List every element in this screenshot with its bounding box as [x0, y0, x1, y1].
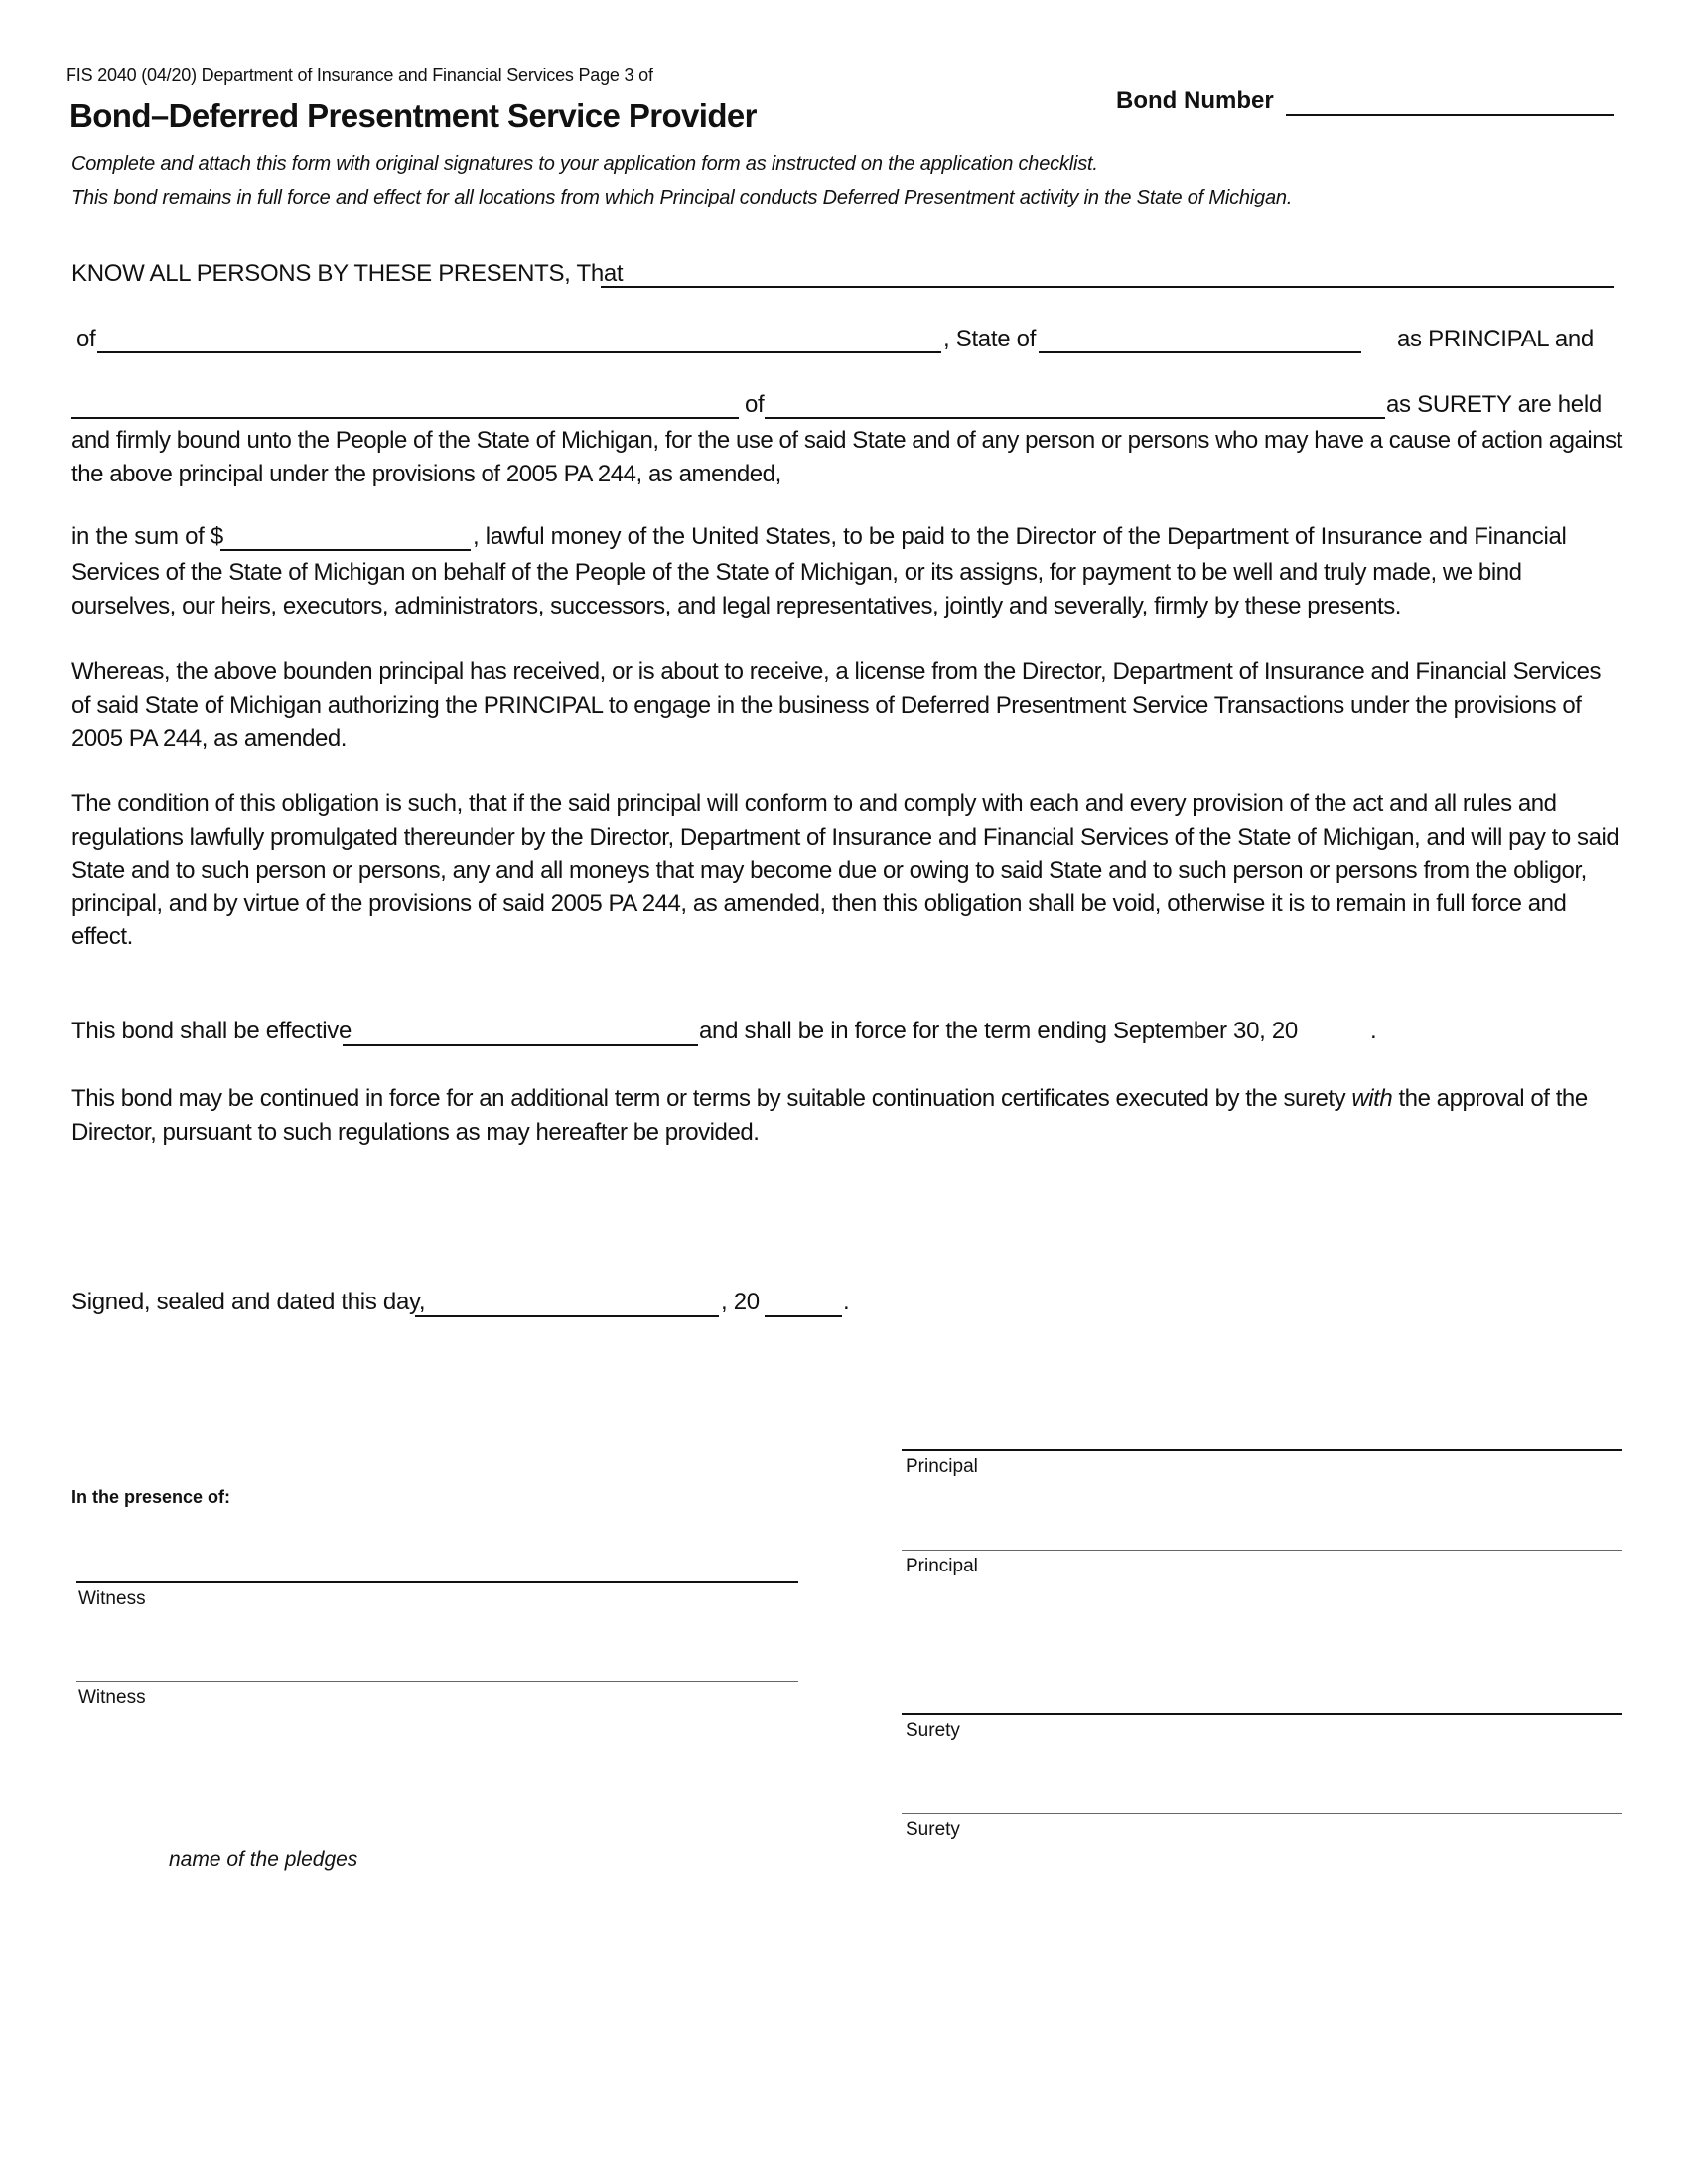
as-principal-label: as PRINCIPAL and [1397, 326, 1594, 352]
instruction-line-1: Complete and attach this form with original signatures to your application form as instructed on the application checklist. [71, 153, 1098, 175]
surety-name-field[interactable] [71, 417, 739, 419]
bond-number-field[interactable] [1286, 114, 1614, 116]
bond-sum-field[interactable] [220, 549, 471, 551]
signed-period: . [843, 1289, 850, 1315]
witness-caption-1: Witness [78, 1588, 146, 1609]
effective-suffix: and shall be in force for the term ending September 30, 20 [699, 1018, 1298, 1044]
surety-location-field[interactable] [765, 417, 1385, 419]
principal-signature-line-1[interactable] [902, 1449, 1622, 1451]
principal-signature-line-2[interactable] [902, 1550, 1622, 1551]
principal-name-field[interactable] [601, 286, 1614, 288]
instruction-line-2: This bond remains in full force and effect for all locations from which Principal conducts Deferred Presentment activity in the State of Michigan. [71, 187, 1293, 208]
witness-caption-2: Witness [78, 1687, 146, 1707]
surety-signature-line-2[interactable] [902, 1813, 1622, 1814]
sum-rest-line-1: , lawful money of the United States, to be paid to the Director of the Department of Insurance and Financial [473, 523, 1567, 550]
principal-address-field[interactable] [97, 351, 941, 353]
continued-text-post: the approval of the Director, pursuant to such regulations as may hereafter be provided. [71, 1085, 1588, 1146]
principal-caption-2: Principal [906, 1556, 978, 1576]
bound-paragraph: and firmly bound unto the People of the State of Michigan, for the use of said State and of any person or persons who may have a cause of action against the above principal under the provisions of 2005 PA 244, as amended, [71, 427, 1622, 487]
signed-day-field[interactable] [415, 1315, 719, 1317]
continued-paragraph [71, 1082, 1625, 1149]
signed-year-field[interactable] [765, 1315, 842, 1317]
state-of-label: , State of [943, 326, 1037, 352]
principal-state-field[interactable] [1039, 351, 1361, 353]
witness-signature-line-2[interactable] [76, 1681, 798, 1682]
sum-paragraph: Services of the State of Michigan on behalf of the People of the State of Michigan, or its assigns, for payment to be well and truly made, we bind ourselves, our heirs, executors, administrators, successors, and legal representatives, jointly and severally, firmly by these presents. [71, 559, 1522, 619]
whereas-paragraph: Whereas, the above bounden principal has received, or is about to receive, a license from the Director, Department of Insurance and Financial Services of said State of Michigan authorizing the PRINCIPAL to engage in the business of Deferred Presentment Service Transactions under the provisions of 2005 PA 244, as amended. [71, 658, 1602, 751]
surety-signature-line-1[interactable] [902, 1713, 1622, 1715]
principal-caption-1: Principal [906, 1456, 978, 1477]
presence-label: In the presence of: [71, 1487, 231, 1507]
continued-text-with: with [1351, 1085, 1393, 1112]
signed-year-label: , 20 [721, 1289, 760, 1315]
form-info: FIS 2040 (04/20) Department of Insurance and Financial Services Page 3 of [66, 66, 653, 85]
of-label: of [76, 326, 96, 352]
effective-period: . [1370, 1018, 1377, 1044]
signed-prefix: Signed, sealed and dated this day, [71, 1289, 426, 1315]
sum-prefix: in the sum of $ [71, 523, 223, 550]
effective-date-field[interactable] [343, 1044, 698, 1046]
surety-caption-2: Surety [906, 1819, 960, 1840]
of-label-2: of [745, 391, 765, 418]
as-surety-label: as SURETY are held [1386, 391, 1602, 418]
surety-caption-1: Surety [906, 1720, 960, 1741]
pledges-label: name of the pledges [169, 1848, 358, 1871]
condition-paragraph: The condition of this obligation is such, that if the said principal will conform to and comply with each and every provision of the act and all rules and regulations lawfully promulgated thereunder by the Director, Department of Insurance and Financial Services of the State of Michigan, and will pay to said State and to such person or persons, any and all moneys that may become due or owing to said State and to such person or persons from the obligor, principal, and by virtue of the provisions of said 2005 PA 244, as amended, then this obligation shall be void, otherwise it is to remain in full force and effect. [71, 790, 1619, 950]
page-title: Bond–Deferred Presentment Service Provider [70, 97, 757, 134]
bond-number-label: Bond Number [1116, 87, 1274, 114]
effective-prefix: This bond shall be effective [71, 1018, 352, 1044]
continued-text-pre: This bond may be continued in force for an additional term or terms by suitable continuation certificates executed by the surety [71, 1085, 1352, 1112]
know-all-persons-label: KNOW ALL PERSONS BY THESE PRESENTS, That [71, 260, 624, 287]
witness-signature-line-1[interactable] [76, 1581, 798, 1583]
